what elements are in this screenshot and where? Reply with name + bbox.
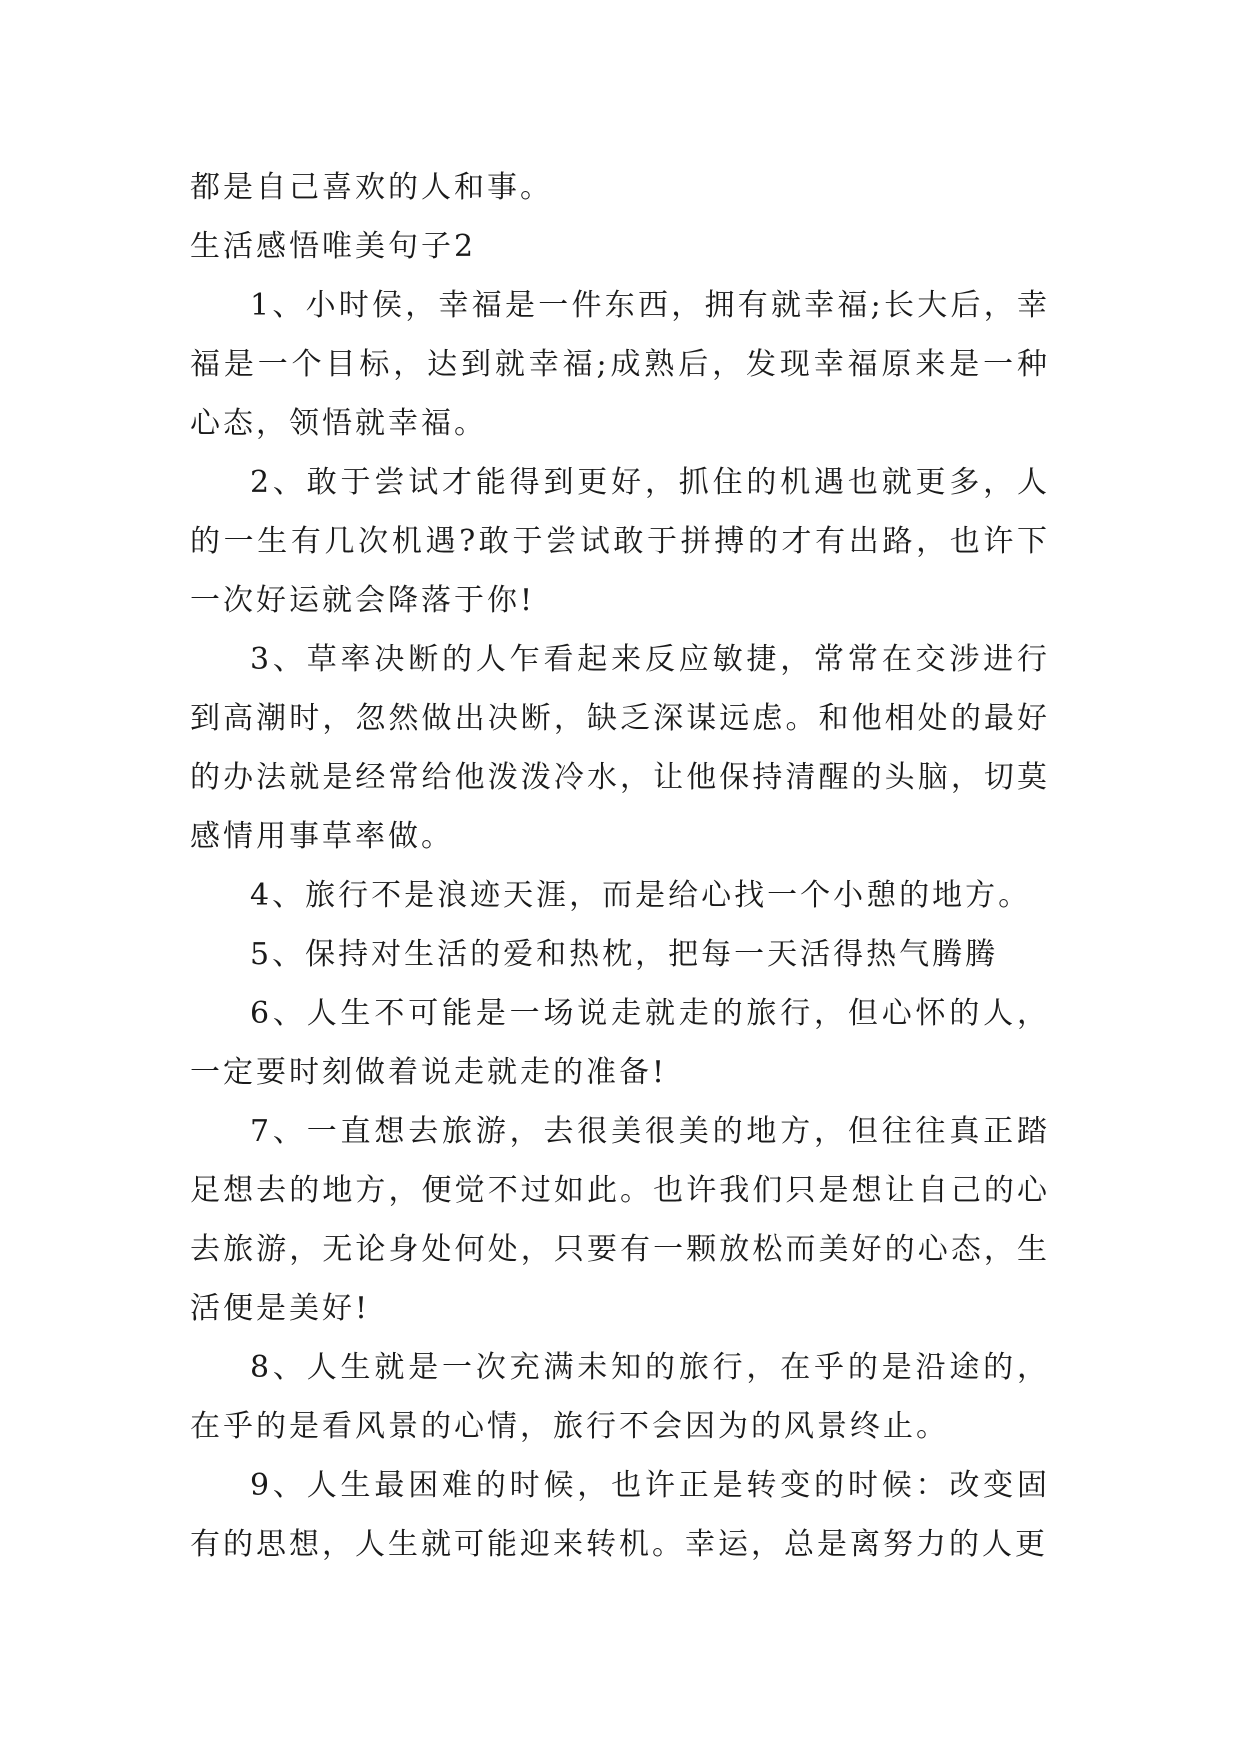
section-title: 生活感悟唯美句子2 <box>190 229 477 264</box>
item-6: 6、人生不可能是一场说走就走的旅行，但心怀的人，一定要时刻做着说走就走的准备! <box>190 996 1050 1090</box>
item-5: 5、保持对生活的爱和热枕，把每一天活得热气腾腾 <box>250 937 999 972</box>
continuation-text: 都是自己喜欢的人和事。 <box>190 170 553 205</box>
item-7: 7、一直想去旅游，去很美很美的地方，但往往真正踏足想去的地方，便觉不过如此。也许我们只是想让自己的心去旅游，无论身处何处，只要有一颗放松而美好的心态，生活便是美好! <box>190 1114 1050 1326</box>
item-8: 8、人生就是一次充满未知的旅行，在乎的是沿途的，在乎的是看风景的心情，旅行不会因为的风景终止。 <box>190 1350 1050 1444</box>
item-9: 9、人生最困难的时候，也许正是转变的时候：改变固有的思想，人生就可能迎来转机。幸运，总是离努力的人更 <box>190 1468 1050 1562</box>
item-2: 2、敢于尝试才能得到更好，抓住的机遇也就更多，人的一生有几次机遇?敢于尝试敢于拼搏的才有出路，也许下一次好运就会降落于你! <box>190 465 1050 618</box>
item-1: 1、小时侯，幸福是一件东西，拥有就幸福;长大后，幸福是一个目标，达到就幸福;成熟后，发现幸福原来是一种心态，领悟就幸福。 <box>190 288 1050 441</box>
item-4: 4、旅行不是浪迹天涯，而是给心找一个小憩的地方。 <box>250 878 1032 913</box>
item-3: 3、草率决断的人乍看起来反应敏捷，常常在交涉进行到高潮时，忽然做出决断，缺乏深谋远虑。和他相处的最好的办法就是经常给他泼泼冷水，让他保持清醒的头脑，切莫感情用事草率做。 <box>190 642 1050 854</box>
document-body <box>190 158 1050 1574</box>
